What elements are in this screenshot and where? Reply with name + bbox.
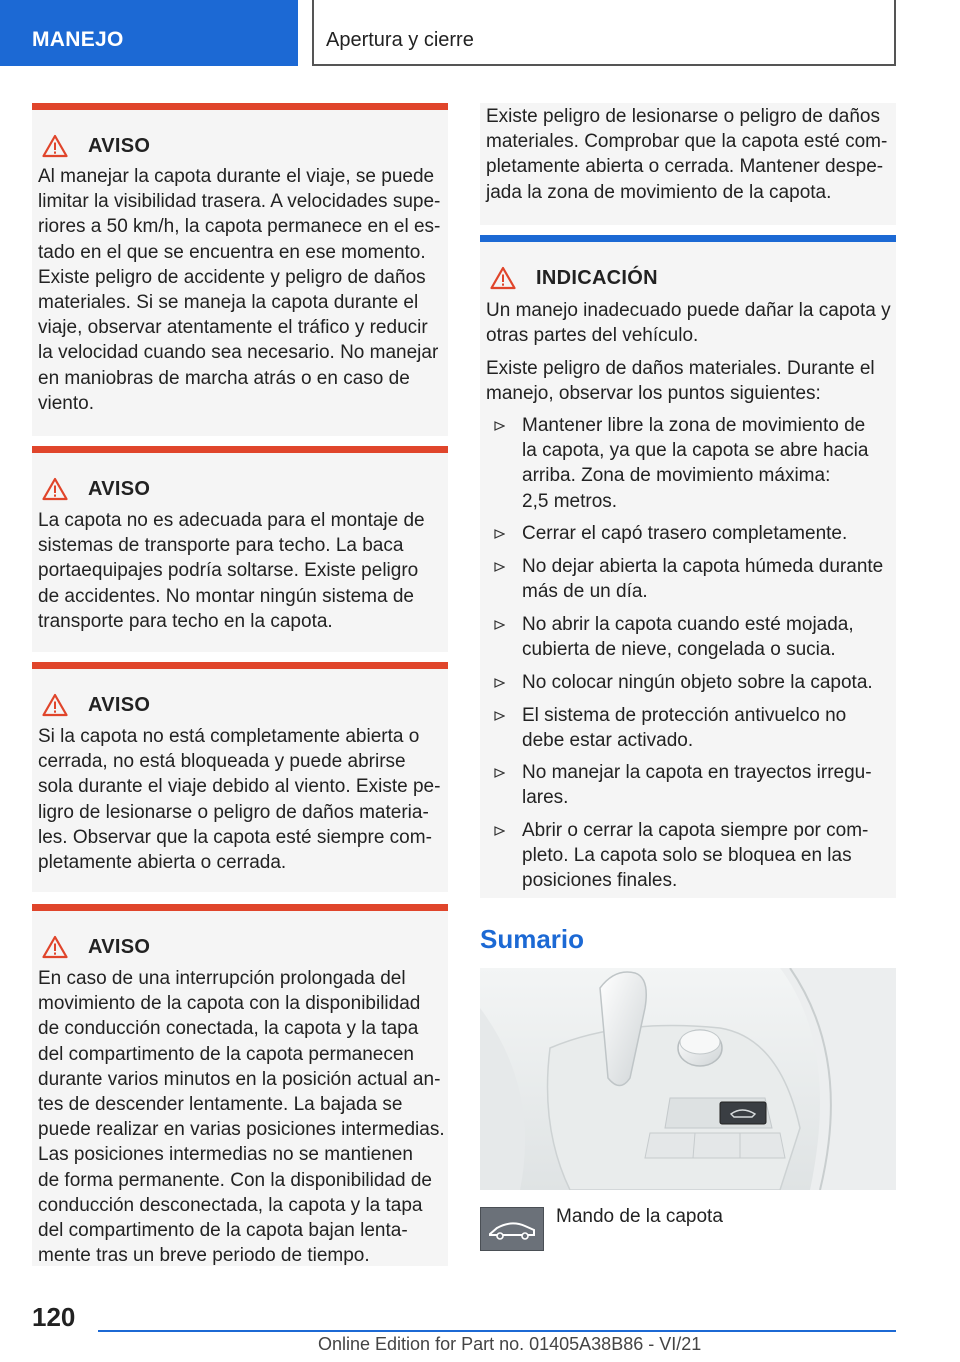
caption-text: Mando de la capota — [556, 1206, 723, 1227]
warning-text: Al manejar la capota durante el viaje, se puede limitar la visibilidad trasera. A velocidades supe- riores a 50 km/h, la capota permanece en el es- tado en el que se encuentra en ese momento. Existe peligro de accidente y peligro de daños materiales. Si se maneja la capota durante el viaje, observar atentamente el tráfico y reducir la velocidad cuando sea necesario. No manejar en maniobras de marcha atrás o en caso de viento. — [38, 166, 441, 414]
warning-box-continued — [480, 103, 896, 225]
convertible-top-icon — [480, 1207, 544, 1251]
note-paragraph-1: Un manejo inadecuado puede dañar la capota y otras partes del vehículo. — [486, 300, 891, 347]
triangle-bullet-icon — [494, 612, 508, 637]
chapter-label: MANEJO — [32, 28, 124, 51]
triangle-bullet-icon — [494, 818, 508, 843]
warning-text: En caso de una interrupción prolongada del movimiento de la capota con la disponibilidad de conducción conectada, la capota y la tapa del compartimento de la capota permanecen durante varios minutos en la posición actual an- tes de descender lentamente. La bajada se puede realizar en varias posiciones intermedias. Las posiciones intermedias no se mantienen de forma permanente. Con la disponibilidad de conducción desconectada, la capota y la tapa del compartimento de la capota bajan lenta- mente tras un breve periodo de tiempo. — [38, 968, 445, 1267]
section-header — [312, 0, 896, 66]
warning-title: AVISO — [88, 134, 151, 157]
warning-triangle-icon — [490, 266, 516, 290]
triangle-bullet-icon — [494, 670, 508, 695]
triangle-bullet-icon — [494, 521, 508, 546]
warning-title: AVISO — [88, 693, 151, 716]
edition-text: Online Edition for Part no. 01405A38B86 - VI/21 — [318, 1334, 702, 1354]
triangle-bullet-icon — [494, 554, 508, 579]
warning-triangle-icon — [42, 935, 68, 959]
warning-text: La capota no es adecuada para el montaje de sistemas de transporte para techo. La baca portaequipajes podría soltarse. Existe peligro de accidentes. No montar ningún sistema de transporte para techo en la capota. — [38, 510, 425, 632]
warning-text: Existe peligro de lesionarse o peligro de daños materiales. Comprobar que la capota esté com- pletamente abierta o cerrada. Mantener despe- jada la zona de movimiento de la capota. — [486, 106, 888, 203]
section-label: Apertura y cierre — [326, 29, 474, 51]
warning-triangle-icon — [42, 477, 68, 501]
note-box: INDICACIÓN Un manejo inadecuado puede dañar la capota y otras partes del vehículo. Existe peligro de daños materiales. Durante el manejo, observar los puntos siguientes: Mantener libre la zona de movimiento de la capota, ya que la capota se abre hacia arriba. Zona de movimiento máxima: 2,5 metros. Cerrar el capó trasero completamente. No dejar abierta la capota húmeda durante más de un día. No abrir la capota cuando esté mojada, cubierta de nieve, congelada o sucia. No colocar ningún objeto sobre la capota. El sistema de protección antivuelco no debe estar activado. No manejar la capota en trayectos irregu- lares. Abrir o cerrar la capota siempre por com- pleto. La capota solo se bloquea en las posiciones finales. — [480, 235, 896, 898]
center-console-illustration — [480, 968, 896, 1190]
warning-title: AVISO — [88, 477, 151, 500]
footer-divider — [98, 1330, 896, 1332]
chapter-tab — [0, 0, 298, 66]
warning-triangle-icon — [42, 693, 68, 717]
warning-text: Si la capota no está completamente abierta o cerrada, no está bloqueada y puede abrirse sola durante el viaje debido al viento. Existe pe- ligro de lesionarse o peligro de daños materia- les. Observar que la capota esté siempre com- pletamente abierta o cerrada. — [38, 726, 441, 874]
note-paragraph-2: Existe peligro de daños materiales. Durante el manejo, observar los puntos siguientes: — [486, 358, 875, 405]
warning-title: AVISO — [88, 935, 151, 958]
triangle-bullet-icon — [494, 760, 508, 785]
triangle-bullet-icon — [494, 413, 508, 438]
triangle-bullet-icon — [494, 703, 508, 728]
warning-box-3 — [32, 662, 448, 892]
warning-triangle-icon — [42, 134, 68, 158]
note-title: INDICACIÓN — [536, 266, 658, 289]
section-title: Sumario — [480, 924, 585, 954]
warning-box-2 — [32, 446, 448, 652]
page-number: 120 — [32, 1302, 76, 1332]
warning-box-1 — [32, 103, 448, 436]
warning-box-4 — [32, 904, 448, 1266]
